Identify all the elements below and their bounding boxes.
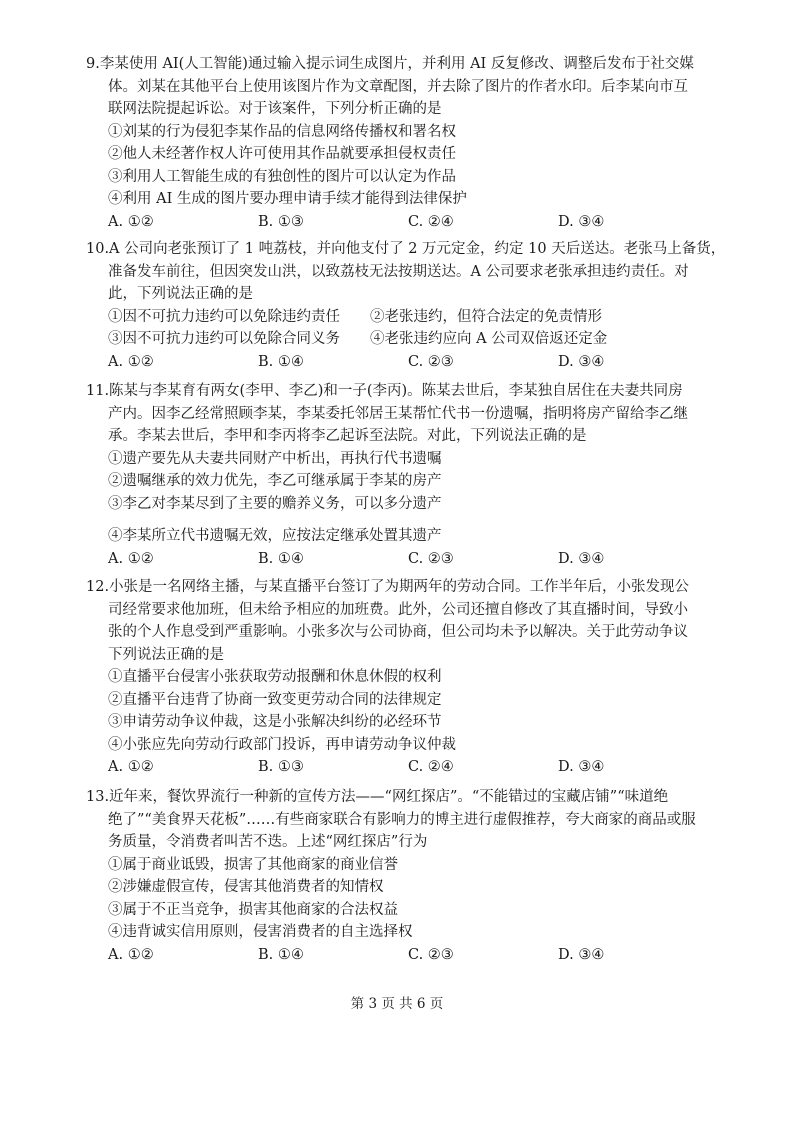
- statement-option: ④利用 AI 生成的图片要办理申请手续才能得到法律保护: [108, 191, 467, 207]
- statement-option: ②涉嫌虚假宣传，侵害其他消费者的知情权: [108, 879, 384, 895]
- statement-option: ③利用人工智能生成的有独创性的图片可以认定为作品: [108, 168, 456, 185]
- statement-option: ③李乙对李某尽到了主要的赡养义务，可以多分遗产: [108, 495, 442, 512]
- statement-option: ③申请劳动争议仲裁，这是小张解决纠纷的必经环节: [108, 714, 442, 730]
- answer-choice-a: A. ①②: [108, 759, 154, 775]
- answer-choice-c: C. ②④: [408, 759, 454, 775]
- answer-choice-c: C. ②④: [408, 213, 454, 230]
- statement-option: ①直播平台侵害小张获取劳动报酬和休息休假的权利: [108, 669, 442, 685]
- answer-choice-d: D. ③④: [558, 759, 605, 775]
- statement-option: ④李某所立代书遗嘱无效，应按法定继承处置其遗产: [108, 528, 442, 544]
- statement-option: ②老张违约，但符合法定的免责情形: [370, 308, 602, 325]
- question-stem-line: 准备发车前往，但因突发山洪，以致荔枝无法按期送达。A 公司要求老张承担违约责任。对: [108, 263, 689, 280]
- statement-option: ③属于不正当竞争，损害其他商家的合法权益: [108, 901, 398, 918]
- statement-option: ①因不可抗力违约可以免除违约责任: [108, 308, 340, 325]
- question-12: [86, 576, 736, 779]
- question-9: [86, 53, 736, 233]
- question-10: [86, 238, 736, 373]
- statement-option: ④违背诚实信用原则，侵害消费者的自主选择权: [108, 924, 413, 940]
- question-stem-line: 联网法院提起诉讼。对于该案件，下列分析正确的是: [108, 101, 442, 117]
- statement-option-row: [86, 328, 736, 351]
- answer-choice-d: D. ③④: [558, 550, 605, 567]
- answer-choice-d: D. ③④: [558, 946, 605, 963]
- question-stem-line: 9.李某使用 AI(人工智能)通过输入提示词生成图片，并利用 AI 反复修改、调整后发布于社交媒: [86, 56, 694, 72]
- question-stem-line: 下列说法正确的是: [108, 646, 224, 663]
- answer-choice-d: D. ③④: [558, 213, 605, 230]
- question-13: [86, 786, 736, 966]
- statement-option: ②遗嘱继承的效力优先，李乙可继承属于李某的房产: [108, 473, 442, 489]
- answer-choice-c: C. ②③: [408, 946, 454, 963]
- question-stem-line: 张的个人作息受到严重影响。小张多次与公司协商，但公司均未予以解决。关于此劳动争议: [108, 624, 688, 640]
- statement-option-row: [86, 306, 736, 329]
- answer-choice-c: C. ②③: [408, 353, 454, 370]
- statement-option: ①遗产要先从夫妻共同财产中析出，再执行代书遗嘱: [108, 450, 442, 467]
- answer-choice-d: D. ③④: [558, 353, 605, 370]
- statement-option: ①刘某的行为侵犯李某作品的信息网络传播权和署名权: [108, 123, 456, 140]
- answer-choices: [86, 756, 736, 779]
- statement-option: ④老张违约应向 A 公司双倍返还定金: [370, 331, 608, 347]
- answer-choice-a: A. ①②: [108, 550, 154, 567]
- answer-choices: [86, 211, 736, 234]
- question-stem-line: 11.陈某与李某育有两女(李甲、李乙)和一子(李丙)。陈某去世后，李某独自居住在夫妻共同房: [86, 383, 683, 399]
- answer-choice-b: B. ①④: [258, 353, 304, 370]
- statement-option: ①属于商业诋毁，损害了其他商家的商业信誉: [108, 856, 398, 873]
- question-stem-line: 此，下列说法正确的是: [108, 286, 253, 302]
- answer-choice-b: B. ①③: [258, 759, 304, 775]
- answer-choices: [86, 944, 736, 967]
- question-stem-line: 13.近年来，餐饮界流行一种新的宣传方法——“网红探店”。“不能错过的宝藏店铺”“味道绝: [86, 789, 669, 805]
- question-11: [86, 380, 736, 570]
- answer-choice-b: B. ①④: [258, 946, 304, 963]
- answer-choice-a: A. ①②: [108, 213, 154, 230]
- statement-option: ②直播平台违背了协商一致变更劳动合同的法律规定: [108, 691, 442, 708]
- answer-choice-a: A. ①②: [108, 353, 154, 370]
- question-stem-line: 承。李某去世后，李甲和李丙将李乙起诉至法院。对此，下列说法正确的是: [108, 428, 587, 444]
- question-stem-line: 10.A 公司向老张预订了 1 吨荔枝，并向他支付了 2 万元定金，约定 10 天后送达。老张马上备货，: [86, 241, 726, 257]
- question-stem-line: 产内。因李乙经常照顾李某，李某委托邻居王某帮忙代书一份遗嘱，指明将房产留给李乙继: [108, 405, 688, 422]
- statement-option: ③因不可抗力违约可以免除合同义务: [108, 331, 340, 347]
- answer-choice-c: C. ②③: [408, 550, 454, 567]
- question-stem-line: 12.小张是一名网络主播，与某直播平台签订了为期两年的劳动合同。工作半年后，小张发现公: [86, 579, 690, 595]
- page-number-footer: 第 3 页 共 6 页: [350, 996, 444, 1012]
- answer-choice-b: B. ①④: [258, 550, 304, 567]
- answer-choice-a: A. ①②: [108, 946, 154, 963]
- question-stem-line: 体。刘某在其他平台上使用该图片作为文章配图，并去除了图片的作者水印。后李某向市互: [108, 78, 688, 95]
- answer-choice-b: B. ①③: [258, 213, 304, 230]
- answer-choices: [86, 548, 736, 571]
- answer-choices: [86, 351, 736, 374]
- question-stem-line: 绝了”“美食界天花板”……有些商家联合有影响力的博主进行虚假推荐，夸大商家的商品或服: [108, 811, 696, 828]
- statement-option: ②他人未经著作权人许可使用其作品就要承担侵权责任: [108, 146, 456, 162]
- question-stem-line: 司经常要求他加班，但未给予相应的加班费。此外，公司还擅自修改了其直播时间，导致小: [108, 601, 688, 618]
- statement-option: ④小张应先向劳动行政部门投诉，再申请劳动争议仲裁: [108, 736, 456, 753]
- question-stem-line: 务质量，令消费者叫苦不迭。上述“网红探店”行为: [108, 834, 428, 850]
